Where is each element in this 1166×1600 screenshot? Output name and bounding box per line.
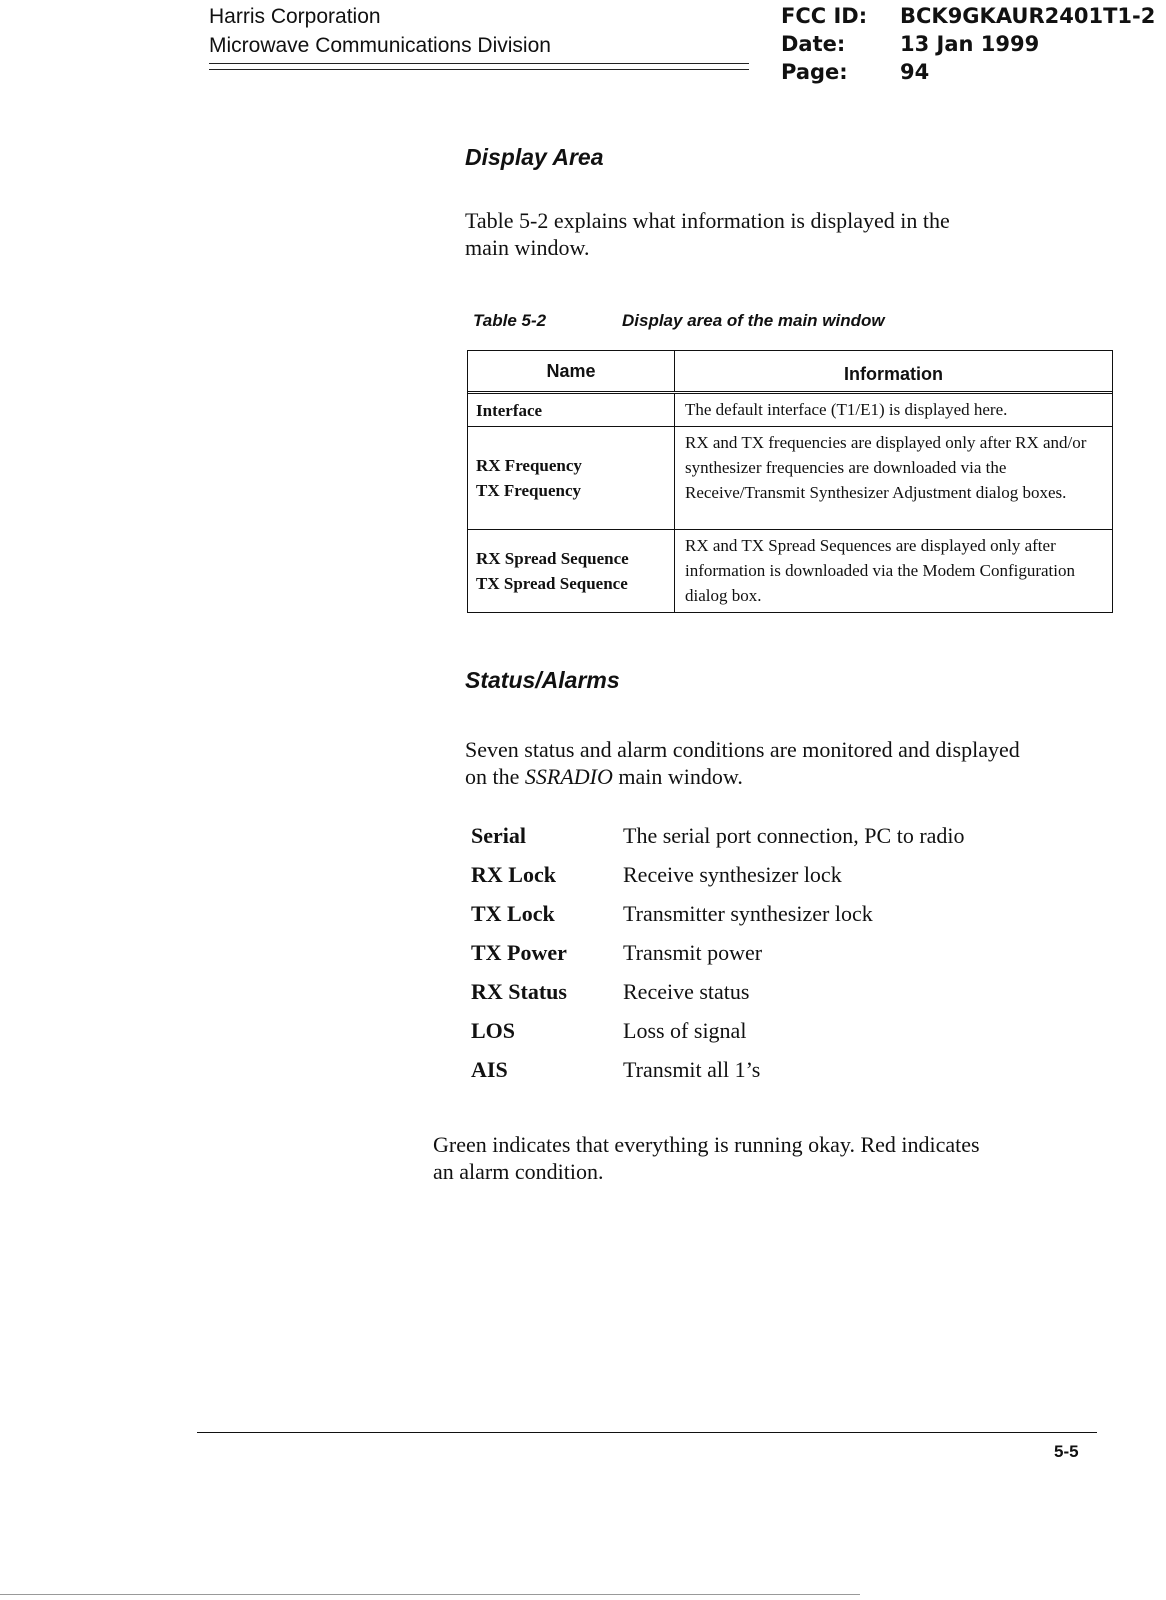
status-alarm-list bbox=[471, 816, 965, 1089]
table-cell-name-line2: TX Spread Sequence bbox=[476, 574, 628, 593]
status-desc: Receive status bbox=[623, 979, 750, 1004]
status-term: RX Status bbox=[471, 979, 567, 1004]
intro-text-before: on the bbox=[465, 764, 525, 789]
status-alarms-heading: Status/Alarms bbox=[465, 667, 620, 693]
page-number: 5-5 bbox=[1054, 1442, 1079, 1461]
list-item bbox=[471, 894, 965, 933]
list-item bbox=[471, 972, 965, 1011]
table-cell-info: RX and TX frequencies are displayed only after RX and/or synthesizer frequencies are downloaded via the Receive/Transmit Synthesizer Adjustment dialog boxes. bbox=[685, 433, 1087, 502]
display-area-intro-line2: main window. bbox=[465, 235, 590, 260]
status-alarms-intro-line1: Seven status and alarm conditions are monitored and displayed bbox=[465, 737, 1020, 762]
table-cell-name-line1: RX Spread Sequence bbox=[476, 549, 629, 568]
status-desc: Transmit all 1’s bbox=[623, 1057, 761, 1082]
table-header-information: Information bbox=[844, 363, 943, 384]
table-row bbox=[468, 530, 1112, 612]
display-area-heading: Display Area bbox=[465, 144, 604, 170]
table-cell-info: RX and TX Spread Sequences are displayed only after information is downloaded via the Modem Configuration dialog box. bbox=[685, 536, 1075, 605]
fcc-id-value: BCK9GKAUR2401T1-2 bbox=[900, 4, 1156, 28]
page-header-left bbox=[209, 2, 551, 60]
page-value: 94 bbox=[900, 60, 930, 84]
status-note-line1: Green indicates that everything is running okay. Red indicates bbox=[433, 1132, 980, 1157]
status-desc: The serial port connection, PC to radio bbox=[623, 823, 965, 848]
table-caption-number: Table 5-2 bbox=[473, 311, 547, 330]
table-cell-info: The default interface (T1/E1) is displayed here. bbox=[685, 400, 1008, 419]
status-term: TX Lock bbox=[471, 901, 555, 926]
date-label: Date: bbox=[781, 32, 846, 56]
status-desc: Receive synthesizer lock bbox=[623, 862, 842, 887]
status-desc: Loss of signal bbox=[623, 1018, 747, 1043]
scan-edge-line bbox=[0, 1594, 860, 1595]
list-item bbox=[471, 855, 965, 894]
page-header-right bbox=[781, 2, 1155, 86]
date-value: 13 Jan 1999 bbox=[900, 32, 1040, 56]
status-note bbox=[433, 1131, 980, 1185]
status-term: RX Lock bbox=[471, 862, 556, 887]
header-divider-bottom bbox=[209, 69, 749, 70]
table-row bbox=[468, 394, 1112, 427]
display-area-intro-line1: Table 5-2 explains what information is displayed in the bbox=[465, 208, 950, 233]
table-caption bbox=[473, 311, 885, 331]
page-label: Page: bbox=[781, 60, 848, 84]
list-item bbox=[471, 933, 965, 972]
display-area-intro bbox=[465, 207, 950, 261]
status-term: Serial bbox=[471, 823, 526, 848]
display-area-table bbox=[467, 350, 1113, 613]
date-row bbox=[781, 30, 1155, 58]
status-alarms-intro bbox=[465, 736, 1020, 790]
list-item bbox=[471, 1011, 965, 1050]
table-cell-name bbox=[468, 394, 675, 426]
header-divider-top bbox=[209, 63, 749, 64]
app-name: SSRADIO bbox=[524, 764, 613, 789]
footer-divider bbox=[197, 1432, 1097, 1433]
status-term: AIS bbox=[471, 1057, 508, 1082]
table-cell-name-line1: RX Frequency bbox=[476, 456, 582, 475]
table-caption-title: Display area of the main window bbox=[622, 311, 885, 330]
table-cell-name bbox=[468, 530, 675, 612]
table-row bbox=[468, 427, 1112, 530]
fcc-id-row bbox=[781, 2, 1155, 30]
status-desc: Transmitter synthesizer lock bbox=[623, 901, 873, 926]
page-row bbox=[781, 58, 1155, 86]
status-note-line2: an alarm condition. bbox=[433, 1159, 604, 1184]
table-header-name: Name bbox=[468, 351, 675, 391]
fcc-id-label: FCC ID: bbox=[781, 4, 868, 28]
status-desc: Transmit power bbox=[623, 940, 763, 965]
division-name: Microwave Communications Division bbox=[209, 34, 551, 57]
table-cell-name-line1: Interface bbox=[476, 400, 543, 420]
status-alarms-intro-line2 bbox=[465, 763, 1020, 790]
table-header-row bbox=[468, 351, 1112, 394]
table-cell-name-line2: TX Frequency bbox=[476, 481, 581, 500]
status-term: TX Power bbox=[471, 940, 567, 965]
status-term: LOS bbox=[471, 1018, 516, 1043]
list-item bbox=[471, 1050, 965, 1089]
intro-text-after: main window. bbox=[612, 764, 743, 789]
list-item bbox=[471, 816, 965, 855]
table-cell-name bbox=[468, 427, 675, 529]
company-name: Harris Corporation bbox=[209, 5, 381, 28]
